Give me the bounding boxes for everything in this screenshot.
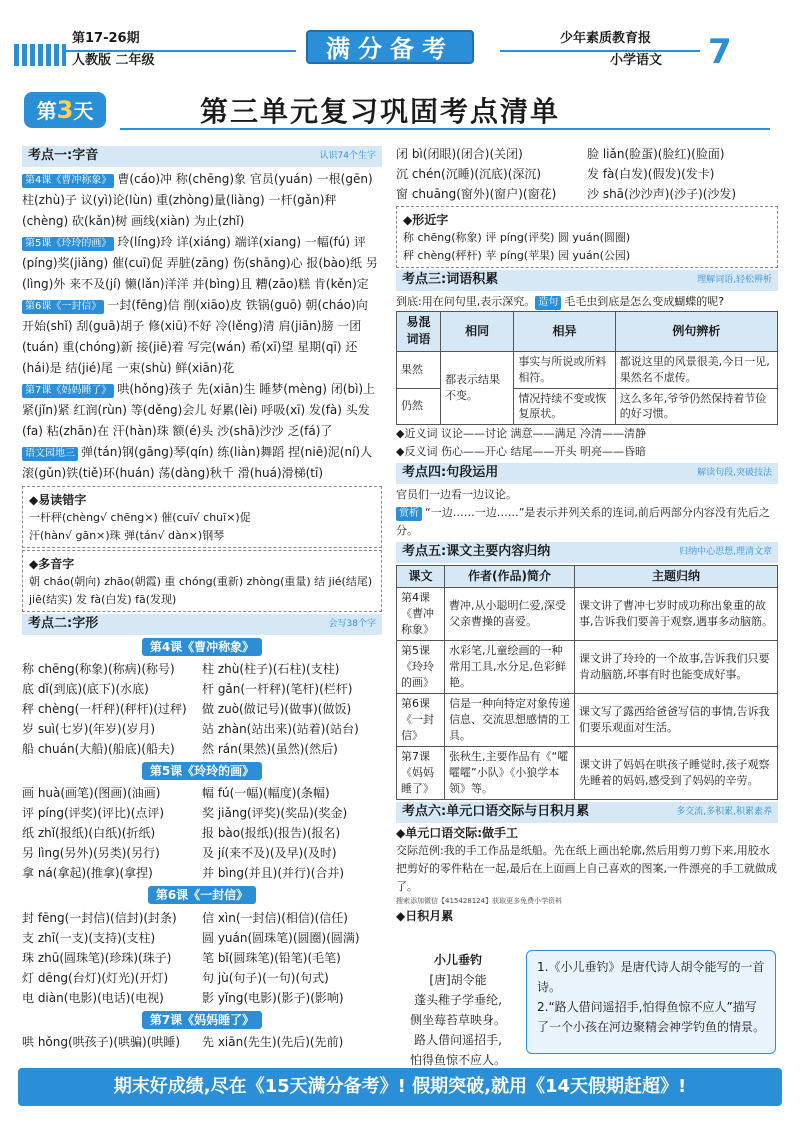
section-subtitle: 会写38个字 <box>328 618 376 629</box>
box-line: 一杆秤(chèng√ chēng×) 催(cuī√ chuī×)促 <box>29 510 251 524</box>
char-item: 脸 liǎn(脸蛋)(脸红)(脸面) <box>587 147 725 161</box>
box-title: ◆易读错字 <box>29 492 87 507</box>
example-tag: 造句 <box>535 296 561 310</box>
box-title: ◆形近字 <box>403 213 449 227</box>
day-suffix: 天 <box>73 99 94 123</box>
issue-number: 第17-26期 <box>72 31 140 46</box>
char-item: 柱 zhù(柱子)(石柱)(支柱) <box>202 662 340 677</box>
pronunciation-text: 一封(fēng)信 削(xiāo)皮 铁锅(guō) 朝(cháo)向 开始(shǐ) 刮(guā)胡子 修(xiū)不好 冷(lěng)清 肩(jiān)膀 一团(tuán) 重(chóng)新 接(jiē)着 写完(wán) 希(xī)望 星期(qī) 还(hái)是 结(jié)尾 一束(shù) 鲜(xiān)花 <box>22 297 372 375</box>
char-item: 称 chēng(称象)(称病)(称号) <box>22 662 175 677</box>
table-header: 作者(作品)简介 <box>445 566 575 588</box>
daily-title: ◆日积月累 <box>396 909 454 924</box>
char-item: 影 yǐng(电影)(影子)(影响) <box>202 990 344 1005</box>
day-prefix: 第 <box>36 99 57 123</box>
char-item: 发 fà(白发)(假发)(发卡) <box>587 167 715 181</box>
page-title: 第三单元复习巩固考点清单 <box>200 95 561 128</box>
char-grid <box>22 659 382 759</box>
char-item: 哄 hǒng(哄孩子)(哄骗)(哄睡) <box>22 1035 181 1050</box>
pronunciation-text: 曹(cáo)冲 称(chēng)象 官员(yuán) 一根(gēn) 柱(zhù)子 议(yì)论(lùn) 重(zhòng)量(liàng) 一杆(gǎn)秤(chèng) 砍(kǎn)树 画线(xiàn) 为止(zhǐ) <box>22 171 377 228</box>
table-cell: 曹冲,从小聪明仁爱,深受父亲曹操的喜爱。 <box>445 588 575 641</box>
char-item: 封 fēng(一封信)(信封)(封条) <box>22 910 177 925</box>
pronunciation-line <box>22 442 382 484</box>
similar-char-box <box>396 206 778 268</box>
table-cell: 第6课《一封信》 <box>397 694 445 747</box>
table-cell: 都说这里的风景很美,今日一见,果然名不虚传。 <box>615 351 777 388</box>
table-header: 课文 <box>397 566 445 588</box>
table-cell: 课文讲了玲玲的一个故事,告诉我们只要肯动脑筋,坏事有时也能变成好事。 <box>575 641 778 694</box>
pronunciation-text: 弹(tán)钢(gāng)琴(qín) 练(liàn)舞蹈 捏(niē)泥(ní)人 滚(gǔn)铁(tiě)环(huán) 荡(dàng)秋千 滑(huá)滑梯(tī) <box>22 444 376 480</box>
char-item: 岁 suì(七岁)(年岁)(岁月) <box>22 722 156 737</box>
poem-notes-box <box>526 950 776 1054</box>
table-cell: 情况持续不变或恢复原状。 <box>514 388 615 425</box>
char-item: 支 zhī(一支)(支持)(支柱) <box>22 930 156 945</box>
char-item: 圆 yuán(圆珠笔)(圆圈)(圆满) <box>202 930 360 945</box>
analysis-text: “一边……一边……”是表示并列关系的连词,前后两部分内容没有先后之分。 <box>396 506 770 538</box>
lesson-summary-table <box>396 565 778 800</box>
table-row <box>397 351 778 388</box>
char-item: 做 zuò(做记号)(做事)(做饭) <box>202 702 352 717</box>
char-item: 窗 chuāng(窗外)(窗户)(窗花) <box>396 187 557 201</box>
section-title: 考点五:课文主要内容归纳 <box>402 544 551 560</box>
masthead <box>0 30 800 82</box>
table-cell: 第5课《玲玲的画》 <box>397 641 445 694</box>
poem <box>398 950 518 1070</box>
section-heading-2 <box>22 614 382 635</box>
box-line: 汗(hàn√ gān×)珠 弹(tán√ dàn×)钢琴 <box>29 528 225 542</box>
sentence-example: 官员们一边看一边议论。 <box>396 488 517 502</box>
confusable-words-table <box>396 311 778 426</box>
table-cell: 事实与所说或所料相符。 <box>514 351 615 388</box>
section-heading-3 <box>396 270 778 291</box>
table-cell: 信是一种向特定对象传递信息、交流思想感情的工具。 <box>445 694 575 747</box>
char-item: 并 bìng(并且)(并行)(合并) <box>202 866 345 881</box>
char-item: 拿 ná(拿起)(推拿)(拿捏) <box>22 866 153 881</box>
box-line: 秤 chèng(秤杆) 苹 píng(苹果) 园 yuán(公园) <box>403 249 631 262</box>
pronunciation-line <box>22 169 382 232</box>
poem-note: 1.《小儿垂钓》是唐代诗人胡令能写的一首诗。 <box>537 960 765 994</box>
table-header: 例句辨析 <box>615 311 777 351</box>
subject-label: 小学语文 <box>610 53 663 68</box>
char-item: 灯 dēng(台灯)(灯光)(开灯) <box>22 970 169 985</box>
table-cell: 张秋生,主要作品有《“嚯嚯嚯”小队》《小狼学本领》等。 <box>445 746 575 799</box>
char-item: 闭 bì(闭眼)(闭合)(关闭) <box>396 147 523 161</box>
oral-example: 交际范例:我的手工作品是纸船。先在纸上画出轮廓,然后用剪刀剪下来,用胶水把剪好的零件粘在一起,最后在上面画上自己喜欢的图案,一件漂亮的手工就做成了。 <box>396 843 777 893</box>
table-cell: 第7课《妈妈睡了》 <box>397 746 445 799</box>
table-cell: 课文写了露西给爸爸写信的事情,告诉我们要乐观面对生活。 <box>575 694 778 747</box>
box-line: 朝 cháo(朝向) zhāo(朝霞) 重 chóng(重新) zhòng(重量) 结 jié(结尾) jiē(结实) 发 fà(白发) fā(发现) <box>29 574 373 606</box>
pronunciation-line <box>22 379 382 442</box>
example-sentence: 毛毛虫到底是怎么变成蝴蝶的呢? <box>564 294 725 308</box>
word-intro <box>396 293 778 311</box>
poem-line: 侧坐莓苔草映身。 <box>409 1013 506 1027</box>
table-cell: 都表示结果不变。 <box>441 351 514 425</box>
lesson-heading <box>22 1011 382 1029</box>
table-cell: 课文讲了曹冲七岁时成功称出象重的故事,告诉我们要善于观察,遇事多动脑筋。 <box>575 588 778 641</box>
section-title: 考点一:字音 <box>28 148 99 163</box>
char-item: 及 jí(来不及)(及早)(及时) <box>202 846 337 861</box>
table-row <box>397 694 778 747</box>
char-grid <box>22 1032 382 1052</box>
table-header: 相异 <box>514 311 615 351</box>
char-item: 另 lìng(另外)(另类)(另行) <box>22 846 160 861</box>
char-item: 幅 fú(一幅)(幅度)(条幅) <box>202 786 330 801</box>
table-cell: 仍然 <box>397 388 441 425</box>
poem-note: 2.“路人借问遥招手,怕得鱼惊不应人”描写了一个小孩在河边聚精会神学钓鱼的情景。 <box>537 1000 766 1034</box>
section-subtitle: 认识74个生字 <box>319 150 376 161</box>
char-item: 报 bào(报纸)(报告)(报名) <box>202 826 341 841</box>
char-item: 评 píng(评奖)(评比)(点评) <box>22 806 165 821</box>
lesson-heading <box>22 638 382 656</box>
header-rule-right <box>500 50 700 52</box>
analysis-tag: 赏析 <box>396 507 422 521</box>
left-column <box>22 144 382 1052</box>
title-underline <box>120 128 770 130</box>
banner-title: 满分备考 <box>306 30 474 64</box>
char-item: 然 rán(果然)(虽然)(然后) <box>202 742 338 757</box>
table-row <box>397 641 778 694</box>
table-cell: 第4课《曹冲称象》 <box>397 588 445 641</box>
character-continued-list <box>396 144 778 204</box>
lesson-tag: 第7课《妈妈睡了》 <box>22 384 114 398</box>
lesson-tag: 语文园地三 <box>22 447 78 461</box>
lesson-heading <box>22 886 382 904</box>
paper-name: 少年素质教育报 <box>560 31 652 46</box>
lesson-label: 第4课《曹冲称象》 <box>142 638 262 656</box>
easy-misread-box <box>22 486 382 548</box>
day-number: 3 <box>56 96 74 124</box>
table-header: 易混词语 <box>397 311 441 351</box>
table-header: 相同 <box>441 311 514 351</box>
antonyms-line: ◆反义词 伤心——开心 结尾——开头 明亮——昏暗 <box>396 445 646 459</box>
table-row <box>397 588 778 641</box>
polyphone-box <box>22 550 382 612</box>
pronunciation-text: 哄(hǒng)孩子 先(xiān)生 睡梦(mèng) 闭(bì)上 紧(jǐn)紧 红润(rùn) 等(děng)会儿 好累(lèi) 呼吸(xī) 发(fà) 头发(fa) 粘(zhān)在 汗(hàn)珠 额(é)头 沙(shā)沙沙 乏(fá)了 <box>22 381 379 438</box>
pronunciation-list <box>22 169 382 484</box>
section-subtitle: 多交流,多积累,积累素养 <box>676 806 772 817</box>
box-title: ◆多音字 <box>29 556 75 571</box>
char-item: 先 xiān(先生)(先后)(先前) <box>202 1035 344 1050</box>
section-subtitle: 理解词语,轻松辨析 <box>697 274 772 285</box>
edition-label: 人教版 二年级 <box>72 53 155 68</box>
char-item: 船 chuán(大船)(船底)(船夫) <box>22 742 175 757</box>
section-title: 考点六:单元口语交际与日积月累 <box>402 803 590 819</box>
section-subtitle: 归纳中心思想,理清文章 <box>679 547 772 558</box>
section-title: 考点三:词语积累 <box>402 272 499 287</box>
lesson-tag: 第5课《玲玲的画》 <box>22 237 114 251</box>
lesson-tag: 第6课《一封信》 <box>22 300 104 314</box>
watermark-text: 搜索添加微信【415428124】获取更多免费小学资料 <box>396 896 563 905</box>
char-item: 沙 shā(沙沙声)(沙子)(沙发) <box>587 187 737 201</box>
page-number: 7 <box>708 32 732 72</box>
poem-title: 小儿垂钓 <box>433 953 482 967</box>
char-grid <box>22 783 382 883</box>
lesson-label: 第5课《玲玲的画》 <box>142 762 262 780</box>
pronunciation-text: 玲(líng)玲 详(xiáng) 端详(xiang) 一幅(fú) 评(píng)奖(jiǎng) 催(cuī)促 弄脏(zāng) 伤(shāng)心 报(bào)纸 另(lìng)外 来不及(jí) 懒(lǎn)洋洋 并(bìng)且 糟(zāo)糕 肯(kěn)定 <box>22 234 378 291</box>
char-item: 底 dǐ(到底)(底下)(水底) <box>22 682 149 697</box>
box-line: 称 chēng(称象) 评 píng(评奖) 圆 yuán(圆圈) <box>403 231 631 244</box>
day-badge <box>24 92 106 128</box>
footer-banner: 期末好成绩,尽在《15天满分备考》! 假期突破,就用《14天假期赶超》! <box>18 1068 782 1106</box>
section-title: 考点四:句段运用 <box>402 465 499 481</box>
pronunciation-line <box>22 295 382 379</box>
lesson-tag: 第4课《曹冲称象》 <box>22 174 114 188</box>
char-item: 笔 bǐ(圆珠笔)(铅笔)(毛笔) <box>202 950 341 965</box>
right-column <box>396 144 778 925</box>
intro-text: 到底:用在问句里,表示深究。 <box>396 294 536 308</box>
lesson-label: 第6课《一封信》 <box>148 886 256 904</box>
table-row <box>397 746 778 799</box>
section-title: 考点二:字形 <box>28 615 99 631</box>
table-header: 主题归纳 <box>575 566 778 588</box>
sentence-analysis <box>396 504 778 540</box>
lesson-label: 第7课《妈妈睡了》 <box>142 1011 262 1029</box>
char-item: 电 diàn(电影)(电话)(电视) <box>22 990 164 1005</box>
poem-line: 蓬头稚子学垂纶, <box>414 993 502 1007</box>
char-item: 纸 zhǐ(报纸)(白纸)(折纸) <box>22 826 156 841</box>
char-item: 杆 gǎn(一杆秤)(笔杆)(栏杆) <box>202 682 353 697</box>
char-item: 珠 zhū(圆珠笔)(珍珠)(珠子) <box>22 950 172 965</box>
decor-stripe <box>14 44 66 66</box>
char-item: 奖 jiǎng(评奖)(奖品)(奖金) <box>202 806 348 821</box>
table-cell: 这么多年,爷爷仍然保持着节俭的好习惯。 <box>615 388 777 425</box>
table-cell: 课文讲了妈妈在哄孩子睡觉时,孩子观察先睡着的妈妈,感受到了妈妈的辛劳。 <box>575 746 778 799</box>
table-cell: 果然 <box>397 351 441 388</box>
char-item: 画 huà(画笔)(图画)(油画) <box>22 786 161 801</box>
char-item: 站 zhàn(站出来)(站着)(站台) <box>202 722 359 737</box>
char-item: 沉 chén(沉睡)(沉底)(深沉) <box>396 167 542 181</box>
char-item: 信 xìn(一封信)(相信)(信任) <box>202 910 348 925</box>
synonyms-line: ◆近义词 议论——讨论 满意——满足 冷清——清静 <box>396 427 646 441</box>
char-item: 句 jù(句子)(一句)(句式) <box>202 970 329 985</box>
lesson-heading <box>22 762 382 780</box>
section-heading-1 <box>22 146 382 167</box>
pronunciation-line <box>22 232 382 295</box>
poem-author: [唐]胡令能 <box>429 973 487 987</box>
poem-line: 路人借问遥招手, <box>414 1033 502 1047</box>
char-grid <box>22 908 382 1008</box>
section-subtitle: 解读句段,突破技法 <box>697 468 772 479</box>
section-heading-6 <box>396 802 778 823</box>
character-writing-list <box>22 638 382 1053</box>
poem-line: 怕得鱼惊不应人。 <box>409 1053 506 1067</box>
char-item: 秤 chèng(一杆秤)(秤杆)(过秤) <box>22 702 187 717</box>
section-heading-5 <box>396 542 778 563</box>
section-heading-4 <box>396 463 778 484</box>
table-cell: 水彩笔,儿童绘画的一种常用工具,水分足,色彩鲜艳。 <box>445 641 575 694</box>
oral-title: ◆单元口语交际:做手工 <box>396 825 519 840</box>
